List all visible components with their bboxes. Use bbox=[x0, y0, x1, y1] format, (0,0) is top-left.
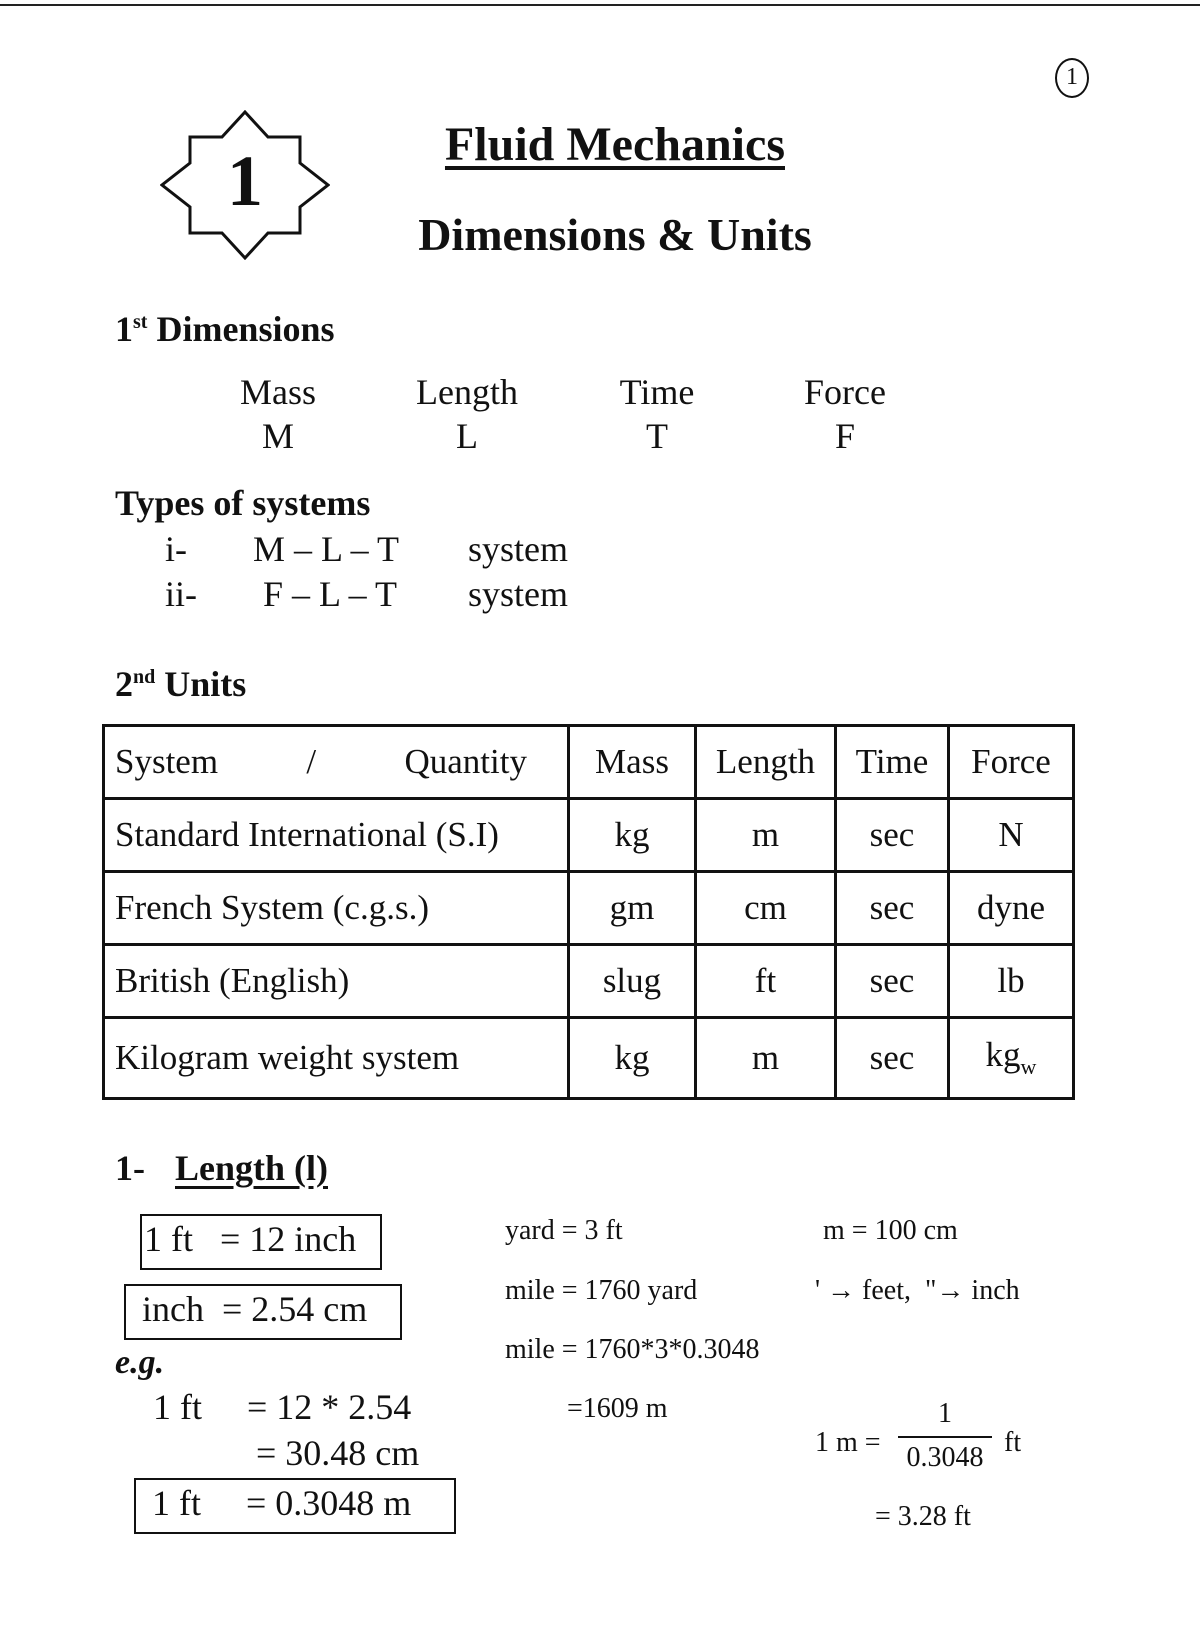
length-unit: ft bbox=[696, 944, 836, 1017]
system-item-number: ii- bbox=[165, 574, 197, 614]
table-header-row bbox=[104, 726, 1074, 799]
time-unit: sec bbox=[836, 871, 949, 944]
header-system-quantity bbox=[104, 726, 569, 799]
notation-feet-inch: ' → feet, "→ inch bbox=[815, 1275, 1020, 1306]
fraction-result: = 3.28 ft bbox=[875, 1501, 971, 1532]
dimension-time bbox=[572, 370, 742, 458]
system-name: Standard International (S.I) bbox=[104, 798, 569, 871]
header-mass: Mass bbox=[569, 726, 696, 799]
header-length: Length bbox=[696, 726, 836, 799]
types-heading: Types of systems bbox=[115, 483, 371, 523]
dimension-symbol: L bbox=[456, 416, 478, 456]
system-item-formula: F – L – T bbox=[263, 574, 398, 614]
boxed-equation-ft-inch: 1 ft = 12 inch bbox=[140, 1214, 382, 1270]
section-title: Units bbox=[164, 664, 247, 704]
conversion-meter-cm: m = 100 cm bbox=[823, 1215, 958, 1246]
time-unit: sec bbox=[836, 944, 949, 1017]
dimension-mass bbox=[193, 370, 363, 458]
fraction-unit: ft bbox=[1004, 1427, 1022, 1458]
conversion-mile-yard: mile = 1760 yard bbox=[505, 1275, 698, 1306]
dimension-length bbox=[382, 370, 552, 458]
time-unit: sec bbox=[836, 798, 949, 871]
mass-unit: kg bbox=[569, 798, 696, 871]
dimension-force bbox=[760, 370, 930, 458]
system-name: British (English) bbox=[104, 944, 569, 1017]
system-name: French System (c.g.s.) bbox=[104, 871, 569, 944]
dimension-name: Length bbox=[416, 372, 518, 412]
force-unit: dyne bbox=[949, 871, 1074, 944]
dimension-symbol: M bbox=[261, 416, 294, 456]
example-line-1: 1 ft = 12 * 2.54 bbox=[153, 1387, 412, 1427]
header-time: Time bbox=[836, 726, 949, 799]
dimension-symbol: F bbox=[834, 416, 856, 456]
force-unit: lb bbox=[949, 944, 1074, 1017]
force-unit-subscript: w bbox=[1020, 1054, 1037, 1080]
ordinal-suffix: st bbox=[133, 311, 148, 333]
length-unit: cm bbox=[696, 871, 836, 944]
mass-unit: slug bbox=[569, 944, 696, 1017]
length-title: Length (l) bbox=[175, 1148, 328, 1188]
mass-unit: gm bbox=[569, 871, 696, 944]
top-rule bbox=[0, 4, 1200, 6]
system-name: Kilogram weight system bbox=[104, 1017, 569, 1098]
force-unit bbox=[949, 1017, 1074, 1098]
fraction-denominator: 0.3048 bbox=[906, 1442, 984, 1473]
length-number: 1- bbox=[115, 1148, 145, 1188]
dimension-name: Force bbox=[804, 372, 886, 412]
boxed-equation-ft-m: 1 ft = 0.3048 m bbox=[134, 1478, 456, 1534]
conversion-mile-expression: mile = 1760*3*0.3048 bbox=[505, 1334, 760, 1365]
fraction-bar bbox=[898, 1436, 992, 1438]
section-ordinal: 1 bbox=[115, 309, 133, 349]
fraction-lhs: 1 m = bbox=[815, 1427, 881, 1458]
section-title: Dimensions bbox=[156, 309, 335, 349]
conversion-yard: yard = 3 ft bbox=[505, 1215, 623, 1246]
section-units-heading bbox=[115, 663, 246, 705]
table-row bbox=[104, 1017, 1074, 1098]
table-row bbox=[104, 944, 1074, 1017]
chapter-number: 1 bbox=[227, 141, 263, 221]
length-unit: m bbox=[696, 1017, 836, 1098]
dimension-name: Time bbox=[619, 372, 695, 412]
units-table bbox=[102, 724, 1075, 1100]
system-item-word: system bbox=[468, 529, 569, 569]
system-item-word: system bbox=[468, 574, 569, 614]
length-heading bbox=[115, 1147, 328, 1189]
dimension-name: Mass bbox=[239, 372, 316, 412]
force-unit: N bbox=[949, 798, 1074, 871]
page-subtitle: Dimensions & Units bbox=[418, 209, 812, 260]
system-item-formula: M – L – T bbox=[253, 529, 400, 569]
header-slash: / bbox=[306, 741, 317, 781]
length-unit: m bbox=[696, 798, 836, 871]
force-unit-base: kg bbox=[985, 1035, 1021, 1075]
section-dimensions-heading bbox=[115, 308, 334, 350]
example-label: e.g. bbox=[115, 1344, 165, 1381]
dimension-symbol: T bbox=[646, 416, 668, 456]
header-quantity: Quantity bbox=[404, 741, 527, 781]
page-title: Fluid Mechanics bbox=[444, 118, 785, 171]
example-line-2: = 30.48 cm bbox=[256, 1433, 420, 1473]
conversion-mile-result: =1609 m bbox=[567, 1393, 668, 1424]
section-ordinal: 2 bbox=[115, 664, 133, 704]
system-item-number: i- bbox=[165, 529, 187, 569]
table-row bbox=[104, 871, 1074, 944]
fraction-numerator: 1 bbox=[938, 1398, 952, 1429]
header-system: System bbox=[115, 741, 219, 781]
time-unit: sec bbox=[836, 1017, 949, 1098]
ordinal-suffix: nd bbox=[133, 666, 156, 688]
mass-unit: kg bbox=[569, 1017, 696, 1098]
table-row bbox=[104, 798, 1074, 871]
header-force: Force bbox=[949, 726, 1074, 799]
boxed-equation-inch-cm: inch = 2.54 cm bbox=[124, 1284, 402, 1340]
page-number: 1 bbox=[1055, 58, 1089, 98]
